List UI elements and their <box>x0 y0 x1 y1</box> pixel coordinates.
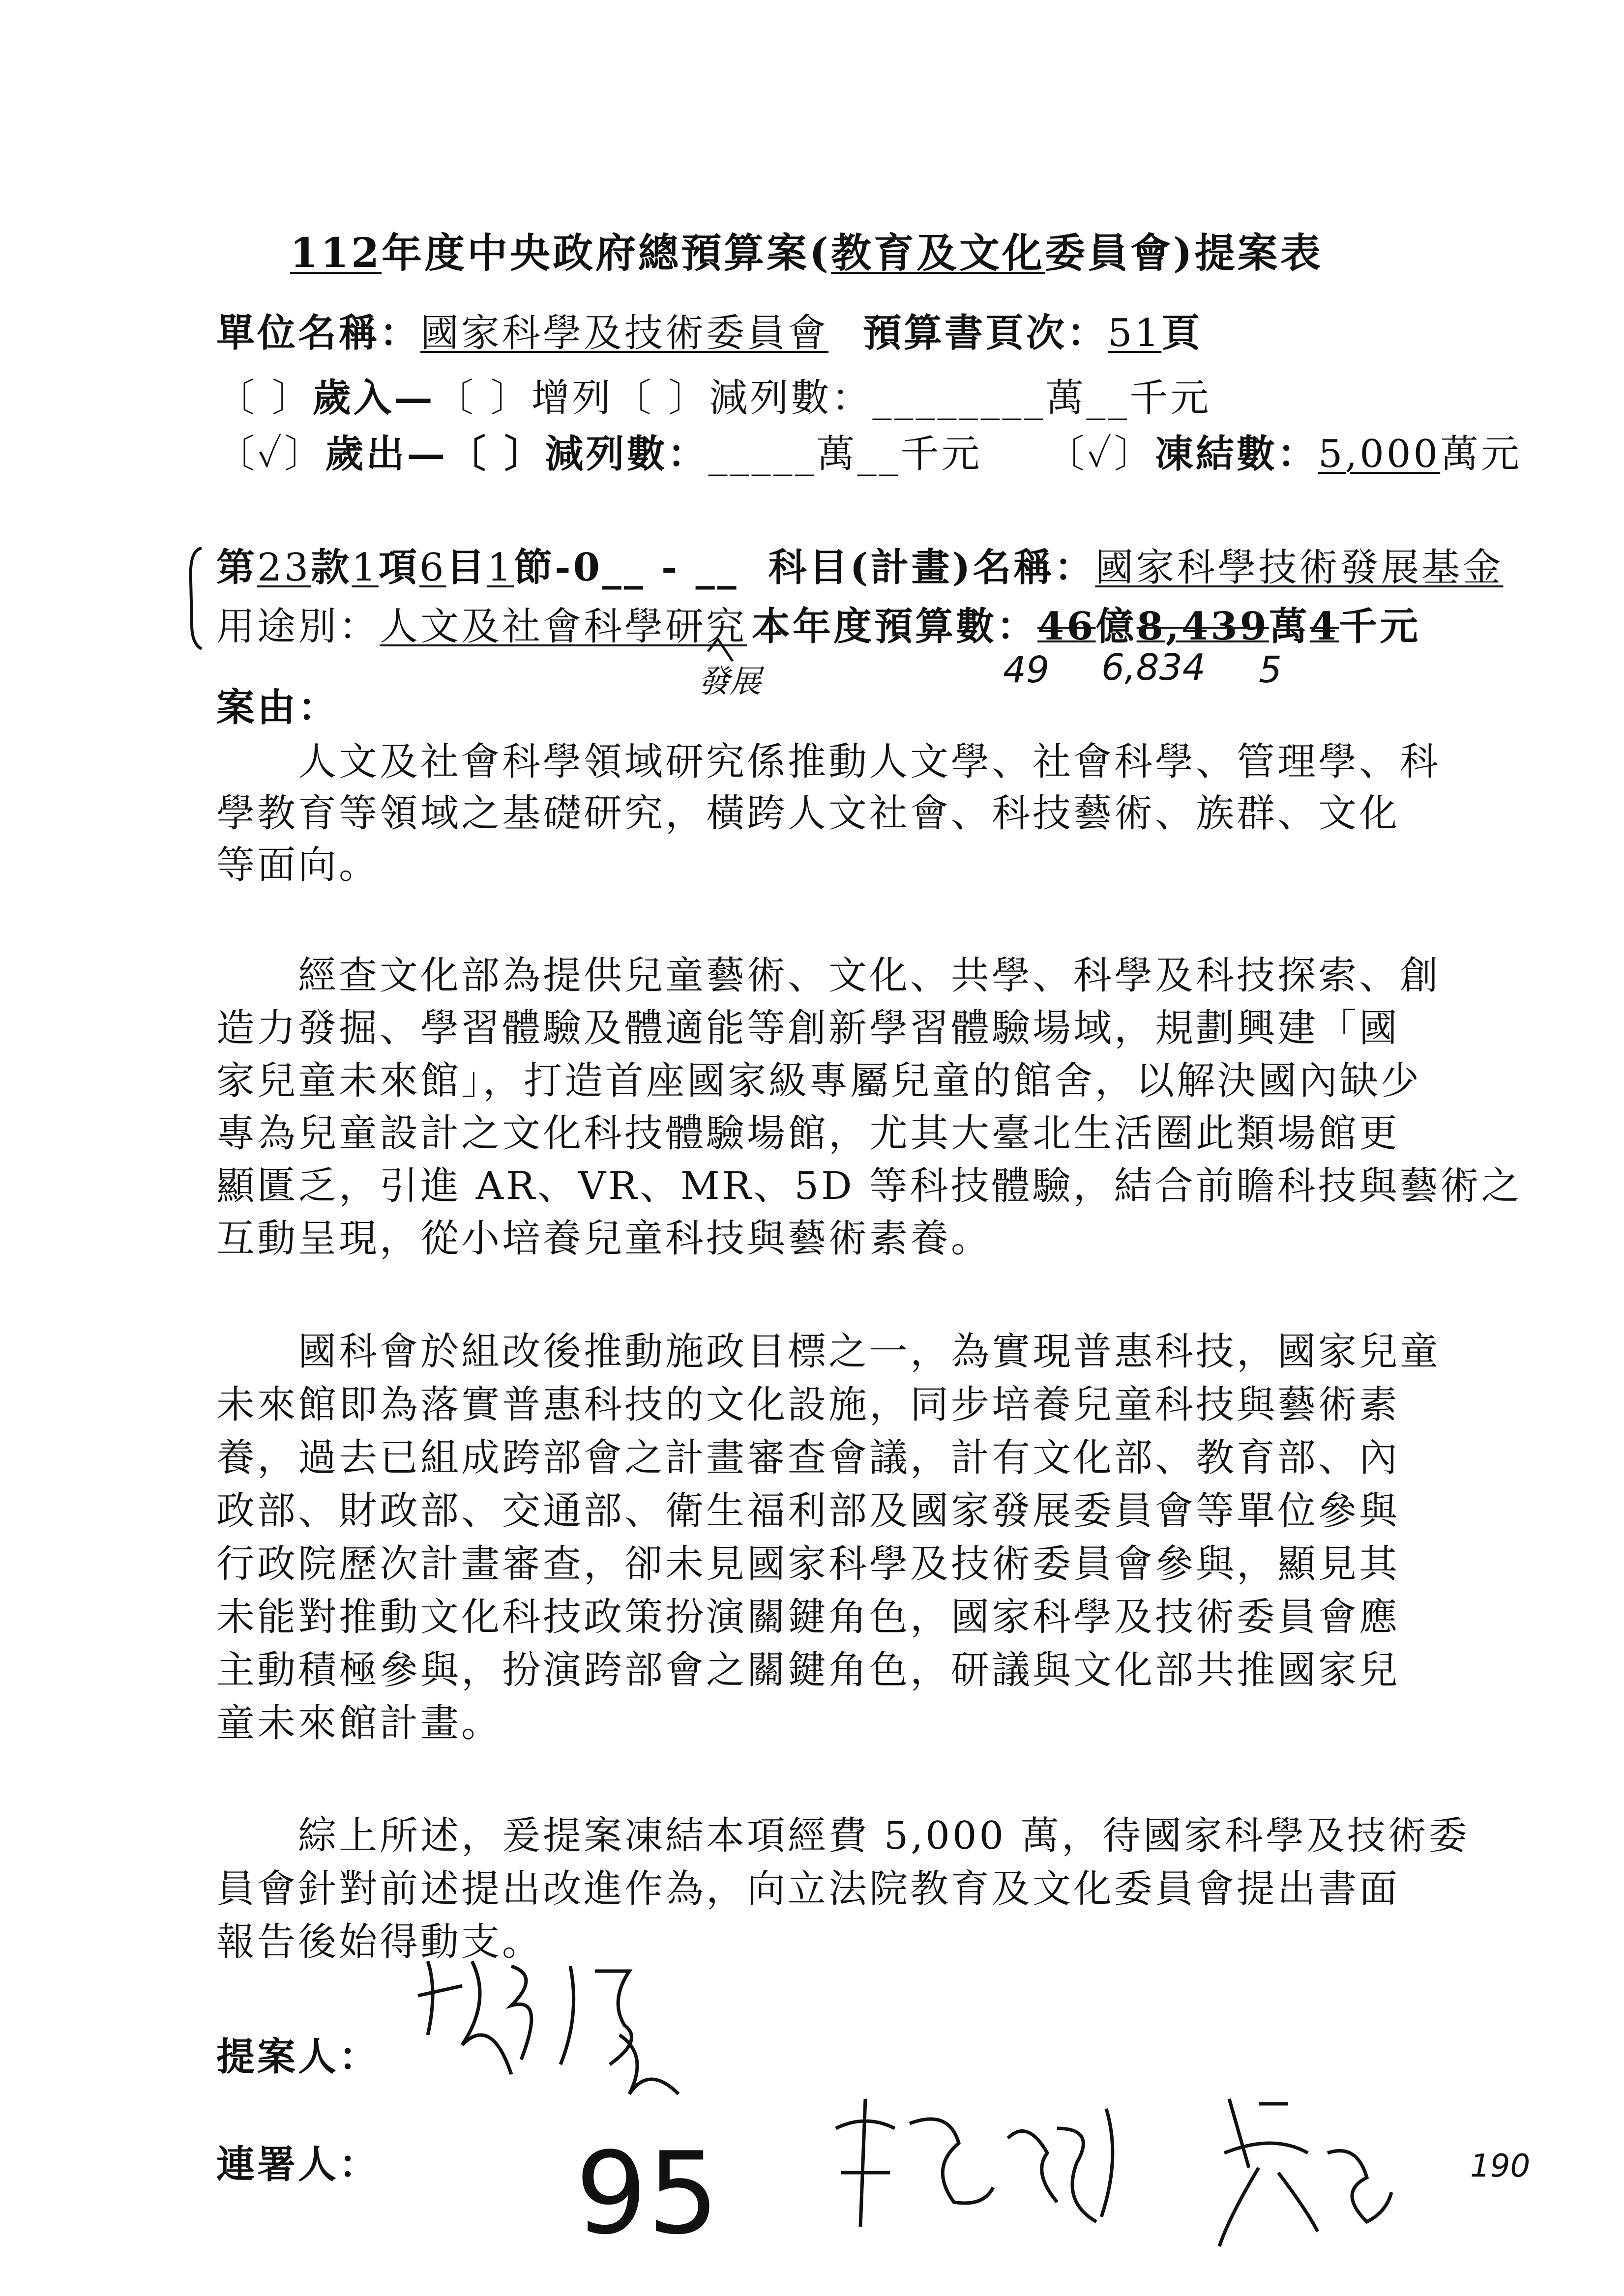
unit-row: 單位名稱：國家科學及技術委員會 預算書頁次：51頁 <box>216 311 1203 355</box>
usage-row: 用途別：人文及社會科學研究 本年度預算數：46億8,439萬4千元 <box>216 604 1421 649</box>
proposer-label: 提案人： <box>216 2034 380 2079</box>
para-line: 人文及社會科學領域研究係推動人文學、社會科學、管理學、科 <box>216 740 1441 784</box>
para-line: 經查文化部為提供兒童藝術、文化、共學、科學及科技探索、創 <box>216 954 1441 998</box>
para-line: 童未來館計畫。 <box>216 1701 502 1745</box>
para-line: 員會針對前述提出改進作為，向立法院教育及文化委員會提出書面 <box>216 1867 1400 1911</box>
cosigner-label: 連署人： <box>216 2142 380 2187</box>
para-line: 國科會於組改後推動施政目標之一，為實現普惠科技，國家兒童 <box>216 1330 1441 1374</box>
para-line: 未來館即為落實普惠科技的文化設施，同步培養兒童科技與藝術素 <box>216 1383 1400 1427</box>
reason-label: 案由： <box>216 685 339 730</box>
expense-checkbox[interactable]: 〔✓〕 <box>216 432 325 476</box>
handwritten-yi: 49 <box>1003 649 1050 691</box>
para-line: 家兒童未來館」，打造首座國家級專屬兒童的館舍，以解決國內缺少 <box>216 1059 1422 1103</box>
para-line: 報告後始得動支。 <box>216 1920 543 1964</box>
item-row: 第23款1項6目1節-0__ - __ 科目(計畫)名稱：國家科學技術發展基金 <box>216 545 1504 590</box>
para-line: 等面向。 <box>216 843 380 887</box>
expense-row: 〔✓〕歲出—〔 〕減列數：_____萬__千元 〔✓〕凍結數：5,000萬元 <box>216 432 1522 476</box>
para-line: 主動積極參與，扮演跨部會之關鍵角色，研議與文化部共推國家兒 <box>216 1648 1400 1692</box>
para-line: 未能對推動文化科技政策扮演關鍵角色，國家科學及技術委員會應 <box>216 1595 1400 1639</box>
para-line: 行政院歷次計畫審查，卻未見國家科學及技術委員會參與，顯見其 <box>216 1542 1400 1586</box>
para-line: 綜上所述，爰提案凍結本項經費 5,000 萬，待國家科學及技術委 <box>216 1814 1470 1858</box>
handwritten-wan: 6,834 <box>1101 646 1206 689</box>
proposer-signature <box>418 1961 679 2094</box>
para-line: 養，過去已組成跨部會之計畫審查會議，計有文化部、教育部、內 <box>216 1436 1400 1480</box>
freeze-checkbox[interactable]: 〔✓〕 <box>1046 432 1155 476</box>
handwritten-page-number: 190 <box>1470 2148 1531 2184</box>
para-line: 學教育等領域之基礎研究，橫跨人文社會、科技藝術、族群、文化 <box>216 791 1400 836</box>
para-line: 專為兒童設計之文化科技體驗場館，尤其大臺北生活圈此類場館更 <box>216 1111 1400 1156</box>
revenue-checkbox[interactable]: 〔 〕 <box>216 376 313 420</box>
handwritten-insert: 發展 <box>698 664 761 700</box>
para-line: 造力發掘、學習體驗及體適能等創新學習體驗場域，規劃興建「國 <box>216 1006 1400 1050</box>
handwritten-qian: 5 <box>1259 649 1282 691</box>
para-line: 互動呈現，從小培養兒童科技與藝術素養。 <box>216 1217 992 1261</box>
para-line: 顯匱乏，引進 AR、VR、MR、5D 等科技體驗，結合前瞻科技與藝術之 <box>216 1164 1522 1208</box>
cosigner-signatures <box>836 2099 1391 2246</box>
revenue-row: 〔 〕歲入—〔 〕增列〔 〕減列數：________萬__千元 <box>216 376 1211 420</box>
form-title: 112年度中央政府總預算案(教育及文化委員會)提案表 <box>290 230 1323 277</box>
bracket-mark <box>191 548 202 649</box>
handwritten-number: 95 <box>575 2128 719 2260</box>
para-line: 政部、財政部、交通部、衛生福利部及國家發展委員會等單位參與 <box>216 1489 1400 1533</box>
